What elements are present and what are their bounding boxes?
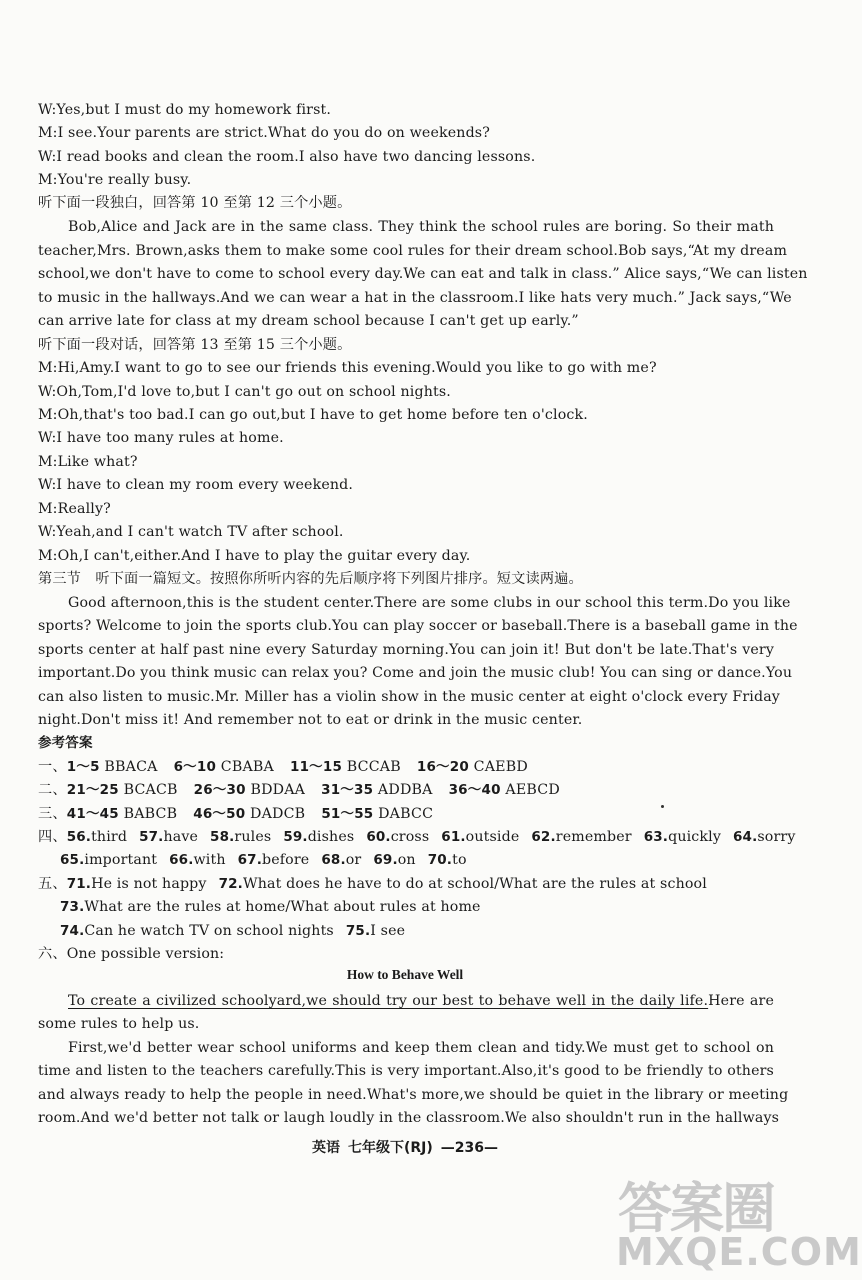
- watermark-logo: [612, 1166, 862, 1274]
- passage-line: night.Don't miss it! And remember not to eat or drink in the music center.: [38, 712, 583, 728]
- answer-row-part6: 六、One possible version:: [38, 946, 225, 962]
- answer-row-part5-cont: 74.Can he watch TV on school nights 75.I see: [60, 923, 406, 939]
- print-speck: [661, 805, 664, 808]
- page-footer: [0, 1137, 810, 1157]
- answer-row-part5-cont: 73.What are the rules at home/What about rules at home: [60, 899, 481, 915]
- essay-line: some rules to help us.: [38, 1016, 200, 1032]
- dialogue-line: M:Oh,that's too bad.I can go out,but I have to get home before ten o'clock.: [38, 407, 588, 423]
- essay-title: How to Behave Well: [346, 967, 464, 982]
- dialogue-line: M:I see.Your parents are strict.What do you do on weekends?: [38, 125, 490, 141]
- answer-row-part1: 一、1～5 BBACA 6～10 CBABA 11～15 BCCAB 16～20 CAEBD: [38, 759, 528, 775]
- answers-heading: 参考答案: [38, 735, 93, 751]
- dialogue-line: W:Oh,Tom,I'd love to,but I can't go out on school nights.: [38, 384, 451, 400]
- monologue-line: can arrive late for class at my dream school because I can't get up early.”: [38, 313, 579, 329]
- section-instruction: 听下面一段独白，回答第 10 至第 12 三个小题。: [38, 195, 352, 211]
- dialogue-line: W:I have too many rules at home.: [38, 430, 284, 446]
- monologue-line: teacher,Mrs. Brown,asks them to make some cool rules for their dream school.Bob says,“At my dream: [38, 243, 788, 259]
- footer-grade: 七年级下(RJ): [347, 1140, 433, 1156]
- dialogue-line: W:I have to clean my room every weekend.: [38, 477, 354, 493]
- passage-line: important.Do you think music can relax you? Come and join the music club! You can sing or dance.You: [38, 665, 793, 681]
- dialogue-line: M:Really?: [38, 501, 111, 517]
- passage-line: can also listen to music.Mr. Miller has a violin show in the music center at eight o'clock every Friday: [38, 689, 780, 705]
- essay-line: time and listen to the teachers carefully.This is very important.Also,it's good to be friendly to others: [38, 1063, 774, 1079]
- page-number: —236—: [440, 1140, 499, 1156]
- section-instruction: 第三节 听下面一篇短文。按照你所听内容的先后顺序将下列图片排序。短文读两遍。: [38, 571, 583, 587]
- dialogue-line: W:Yes,but I must do my homework first.: [38, 102, 332, 118]
- essay-line: room.And we'd better not talk or laugh loudly in the classroom.We also shouldn't run in the hallways: [38, 1110, 780, 1126]
- dialogue-line: M:Like what?: [38, 454, 138, 470]
- dialogue-line: M:Hi,Amy.I want to go to see our friends this evening.Would you like to go with me?: [38, 360, 657, 376]
- monologue-line: Bob,Alice and Jack are in the same class. They think the school rules are boring. So their math: [68, 219, 774, 235]
- passage-line: sports? Welcome to join the sports club.You can play soccer or baseball.There is a baseball game in the: [38, 618, 798, 634]
- dialogue-line: M:Oh,I can't,either.And I have to play the guitar every day.: [38, 548, 471, 564]
- essay-line: First,we'd better wear school uniforms and keep them clean and tidy.We must get to school on: [68, 1040, 774, 1056]
- answer-row-part4: 四、56.third 57.have 58.rules 59.dishes 60.cross 61.outside 62.remember 63.quickly 64.sorry: [38, 829, 796, 845]
- dialogue-line: M:You're really busy.: [38, 172, 192, 188]
- section-instruction: 听下面一段对话，回答第 13 至第 15 三个小题。: [38, 337, 352, 353]
- answer-row-part2: 二、21～25 BCACB 26～30 BDDAA 31～35 ADDBA 36～40 AEBCD: [38, 782, 560, 798]
- watermark-cn: 答案圈: [618, 1177, 774, 1240]
- monologue-line: school,we don't have to come to school every day.We can eat and talk in class.” Alice says,“We can listen: [38, 266, 808, 282]
- essay-line: and always ready to help the people in need.What's more,we should be quiet in the library or meeting: [38, 1087, 789, 1103]
- answer-row-part5: 五、71.He is not happy 72.What does he have to do at school/What are the rules at school: [38, 876, 707, 892]
- monologue-line: to music in the hallways.And we can wear a hat in the classroom.I like hats very much.” Jack says,“We: [38, 290, 792, 306]
- answer-row-part3: 三、41～45 BABCB 46～50 DADCB 51～55 DABCC: [38, 806, 434, 822]
- watermark-en: MXQE.COM: [616, 1230, 862, 1274]
- footer-subject: 英语: [311, 1140, 340, 1156]
- passage-line: Good afternoon,this is the student center.There are some clubs in our school this term.Do you like: [68, 595, 791, 611]
- dialogue-line: W:Yeah,and I can't watch TV after school.: [38, 524, 344, 540]
- answer-row-part4-cont: 65.important 66.with 67.before 68.or 69.on 70.to: [60, 852, 467, 868]
- essay-line: To create a civilized schoolyard,we should try our best to behave well in the daily life.Here are: [68, 993, 774, 1009]
- dialogue-line: W:I read books and clean the room.I also have two dancing lessons.: [38, 149, 536, 165]
- essay-topic-sentence: To create a civilized schoolyard,we should try our best to behave well in the daily life.: [68, 993, 709, 1009]
- passage-line: sports center at half past nine every Saturday morning.You can join it! But don't be late.That's very: [38, 642, 774, 658]
